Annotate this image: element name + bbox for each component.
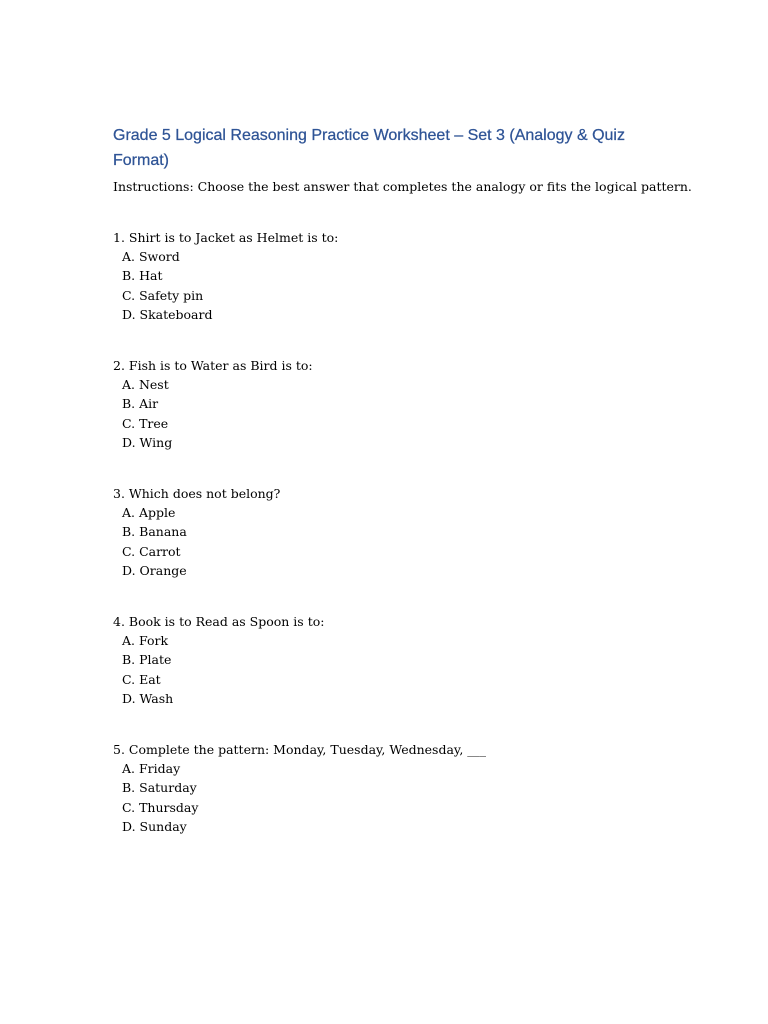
option-c: C. Safety pin	[122, 287, 204, 303]
option-c: C. Carrot	[122, 543, 181, 559]
question-text: 1. Shirt is to Jacket as Helmet is to:	[113, 230, 339, 245]
option-b: B. Plate	[122, 652, 172, 668]
option-a: A. Sword	[122, 249, 180, 265]
option-d: D. Sunday	[122, 818, 187, 834]
question-5	[113, 740, 673, 836]
question-4	[113, 612, 673, 708]
option-b: B. Banana	[122, 524, 187, 540]
question-3	[113, 484, 673, 580]
question-text: 2. Fish is to Water as Bird is to:	[113, 358, 313, 374]
option-c: C. Thursday	[122, 799, 199, 815]
question-2	[113, 356, 673, 452]
question-1	[113, 228, 673, 324]
option-d: D. Wash	[122, 690, 174, 706]
option-d: D. Orange	[122, 562, 187, 578]
worksheet-content	[113, 123, 692, 836]
worksheet-title: Grade 5 Logical Reasoning Practice Worksheet – Set 3 (Analogy & Quiz Format)	[113, 127, 625, 169]
option-b: B. Hat	[122, 268, 163, 284]
option-d: D. Wing	[122, 434, 173, 450]
option-b: B. Air	[122, 396, 159, 412]
option-a: A. Fork	[122, 633, 169, 649]
question-text: 4. Book is to Read as Spoon is to:	[113, 614, 325, 630]
option-d: D. Skateboard	[122, 306, 213, 322]
option-c: C. Eat	[122, 671, 161, 687]
question-text: 5. Complete the pattern: Monday, Tuesday, Wednesday, ___	[113, 742, 487, 758]
option-c: C. Tree	[122, 415, 169, 431]
instructions-text: Instructions: Choose the best answer that completes the analogy or fits the logical pattern.	[113, 179, 692, 194]
option-b: B. Saturday	[122, 780, 197, 796]
option-a: A. Friday	[122, 761, 181, 777]
question-text: 3. Which does not belong?	[113, 486, 281, 502]
option-a: A. Nest	[122, 377, 169, 393]
option-a: A. Apple	[122, 505, 176, 521]
